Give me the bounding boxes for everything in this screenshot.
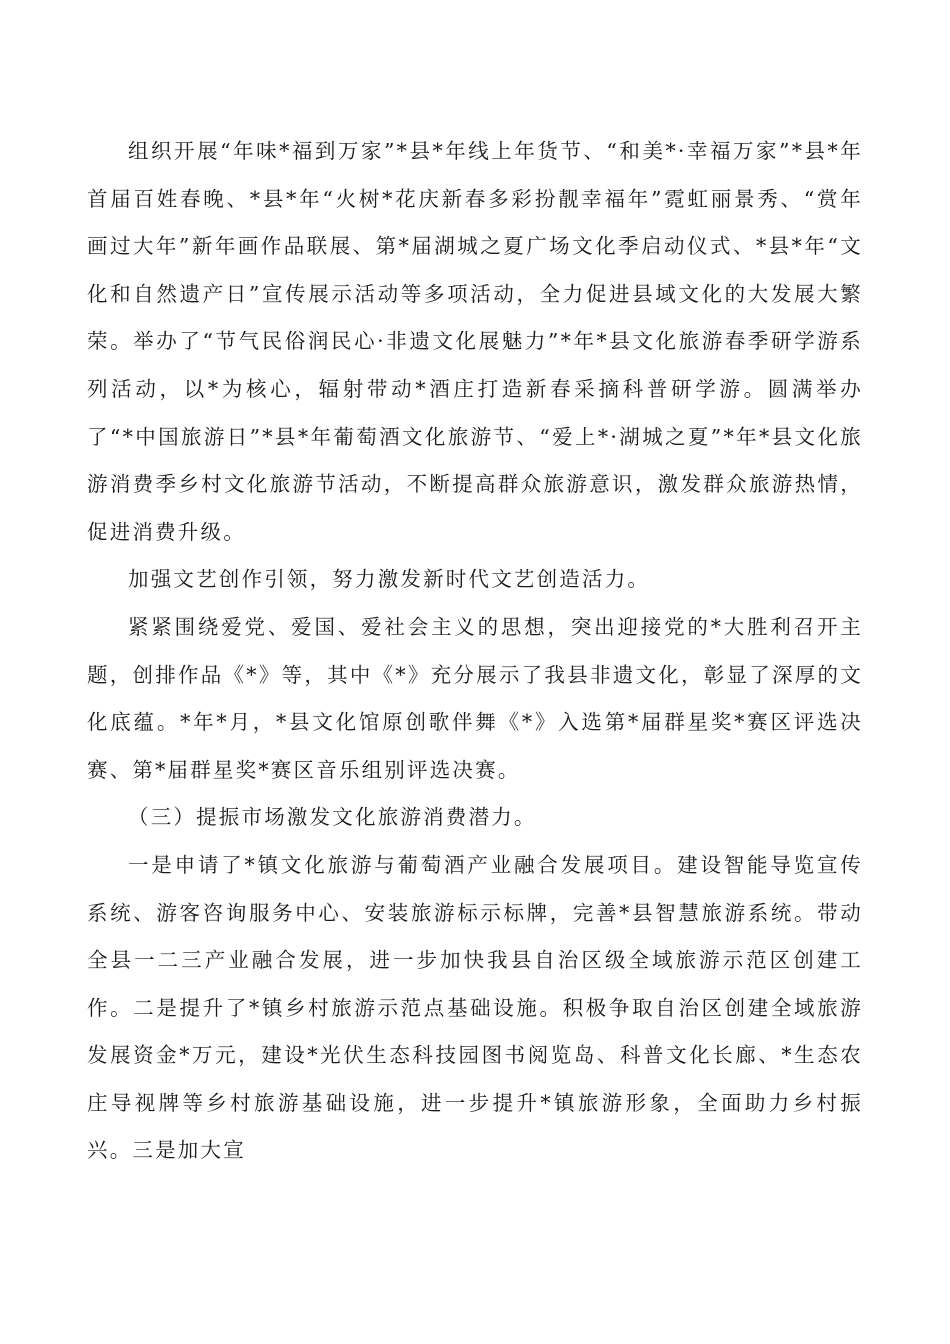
paragraph-arts-creation: 加强文艺创作引领，努力激发新时代文艺创造活力。 [128,567,651,592]
section-heading-3: （三）提振市场激发文化旅游消费潜力。 [128,805,537,830]
paragraph-themed-works: 紧紧围绕爱党、爱国、爱社会主义的思想，突出迎接党的*大胜利召开主题，创排作品《*》等，其中《*》充分展示了我县非遗文化，彰显了深厚的文化底蕴。*年*月，*县文化馆原创歌伴舞《*》入选第*届群星奖*赛区评选决赛、第*届群星奖*赛区音乐组别评选决赛。 [87,614,863,782]
paragraph-festival-activities: 组织开展“年味*福到万家”*县*年线上年货节、“和美*·幸福万家”*县*年首届百姓春晚、*县*年“火树*花庆新春多彩扮靓幸福年”霓虹丽景秀、“赏年画过大年”新年画作品联展、第*届湖城之夏广场文化季启动仪式、*县*年“文化和自然遗产日”宣传展示活动等多项活动，全力促进县域文化的大发展大繁荣。举办了“节气民俗润民心·非遗文化展魅力”*年*县文化旅游春季研学游系列活动，以*为核心，辐射带动*酒庄打造新春采摘科普研学游。圆满举办了“*中国旅游日”*县*年葡萄酒文化旅游节、“爱上*·湖城之夏”*年*县文化旅游消费季乡村文化旅游节活动，不断提高群众旅游意识，激发群众旅游热情，促进消费升级。 [87,139,863,544]
paragraph-tourism-projects: 一是申请了*镇文化旅游与葡萄酒产业融合发展项目。建设智能导览宣传系统、游客咨询服务中心、安装旅游标示标牌，完善*县智慧旅游系统。带动全县一二三产业融合发展，进一步加快我县自治区级全域旅游示范区创建工作。二是提升了*镇乡村旅游示范点基础设施。积极争取自治区创建全域旅游发展资金*万元，建设*光伏生态科技园图书阅览岛、科普文化长廊、*生态农庄导视牌等乡村旅游基础设施，进一步提升*镇旅游形象，全面助力乡村振兴。三是加大宣 [87,852,863,1163]
document-page [87,128,863,1175]
